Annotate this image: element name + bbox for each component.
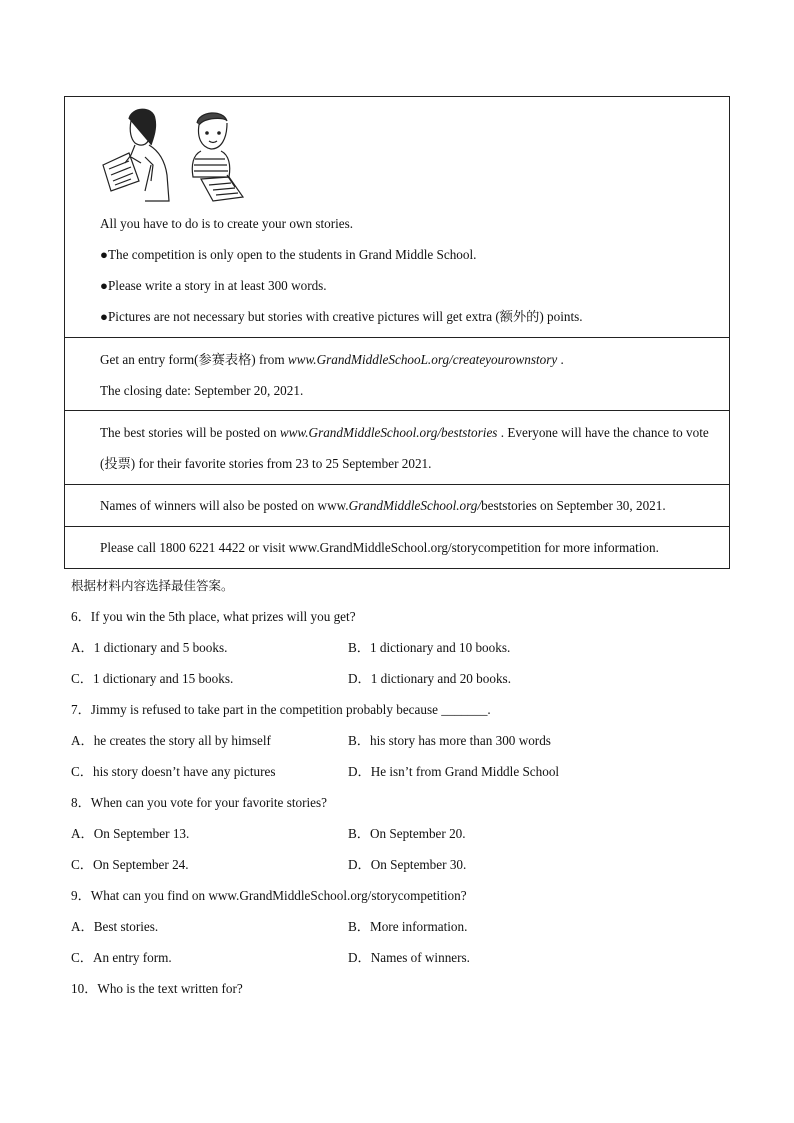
option-row [71, 818, 751, 849]
option-c[interactable]: C．An entry form. [71, 950, 172, 965]
option-row [71, 663, 751, 694]
notice-intro: All you have to do is to create your own stories. [100, 216, 354, 231]
notice-voting-cell [65, 410, 729, 484]
voting-text [100, 417, 721, 479]
option-b[interactable]: B．his story has more than 300 words [348, 733, 551, 748]
option-b[interactable]: B．On September 20. [348, 826, 466, 841]
winners-suffix: beststories on September 30, 2021. [481, 498, 666, 513]
instruction-text: 根据材料内容选择最佳答案。 [71, 578, 234, 593]
voting-prefix: The best stories will be posted on [100, 425, 280, 440]
voting-suffix: . Everyone will have the chance to vote (投票) for their favorite stories from 23 to 25 September 2021. [100, 425, 709, 471]
option-d[interactable]: D．He isn’t from Grand Middle School [348, 764, 560, 779]
competition-notice-box [64, 96, 730, 569]
contact-info: Please call 1800 6221 4422 or visit www.GrandMiddleSchool.org/storycompetition for more information. [100, 540, 659, 555]
option-row [71, 849, 751, 880]
option-row [71, 756, 751, 787]
notice-entry-cell [65, 337, 729, 410]
option-row [71, 725, 751, 756]
notice-rule-3: ●Pictures are not necessary but stories with creative pictures will get extra (额外的) points. [100, 309, 583, 324]
option-a[interactable]: A．1 dictionary and 5 books. [71, 640, 228, 655]
question-stem: 10．Who is the text written for? [71, 981, 243, 996]
option-c[interactable]: C．On September 24. [71, 857, 189, 872]
option-row [71, 911, 751, 942]
entry-form-url[interactable]: www.GrandMiddleSchooL.org/createyourownstory [287, 352, 558, 367]
option-a[interactable]: A．On September 13. [71, 826, 190, 841]
option-c[interactable]: C．his story doesn’t have any pictures [71, 764, 276, 779]
notice-rules-cell [65, 97, 729, 337]
notice-winners-cell [65, 484, 729, 526]
option-d[interactable]: D．Names of winners. [348, 950, 470, 965]
closing-date: The closing date: September 20, 2021. [100, 383, 304, 398]
question-list [71, 570, 751, 1004]
question-stem: 7．Jimmy is refused to take part in the competition probably because _______. [71, 702, 491, 717]
question-stem: 6．If you win the 5th place, what prizes will you get? [71, 609, 356, 624]
option-d[interactable]: D．On September 30. [348, 857, 467, 872]
question-stem: 8．When can you vote for your favorite stories? [71, 795, 327, 810]
winners-prefix: Names of winners will also be posted on www. [100, 498, 349, 513]
notice-contact-cell [65, 526, 729, 568]
entry-form-suffix: . [557, 352, 564, 367]
winners-line [100, 490, 721, 521]
option-b[interactable]: B．1 dictionary and 10 books. [348, 640, 511, 655]
notice-rule-1: ●The competition is only open to the students in Grand Middle School. [100, 247, 477, 262]
option-c[interactable]: C．1 dictionary and 15 books. [71, 671, 234, 686]
entry-form-text: Get an entry form(参赛表格) from [100, 352, 288, 367]
option-a[interactable]: A．he creates the story all by himself [71, 733, 271, 748]
option-row [71, 632, 751, 663]
students-illustration [101, 105, 251, 205]
option-b[interactable]: B．More information. [348, 919, 468, 934]
question-stem: 9．What can you find on www.GrandMiddleSchool.org/storycompetition? [71, 888, 467, 903]
entry-form-line [100, 344, 721, 375]
option-row [71, 942, 751, 973]
best-stories-url[interactable]: www.GrandMiddleSchool.org/beststories [279, 425, 498, 440]
winners-url[interactable]: GrandMiddleSchool.org/ [348, 498, 482, 513]
notice-rule-2: ●Please write a story in at least 300 words. [100, 278, 327, 293]
option-a[interactable]: A．Best stories. [71, 919, 159, 934]
option-d[interactable]: D．1 dictionary and 20 books. [348, 671, 511, 686]
